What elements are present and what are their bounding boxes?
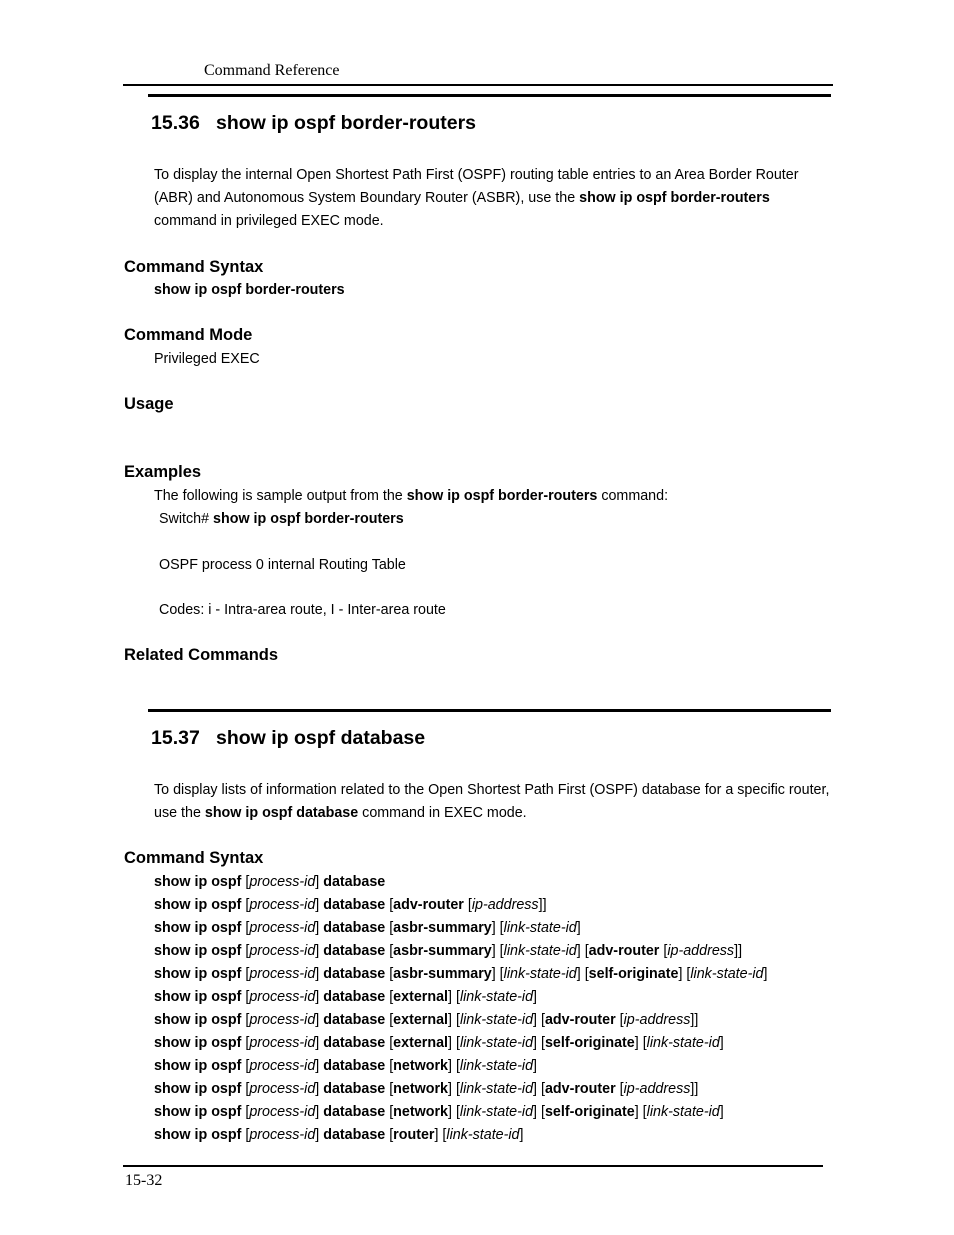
syntax-punctuation: ] [ — [634, 1104, 647, 1120]
syntax-punctuation: [ — [385, 1104, 394, 1120]
section-title-text: show ip ospf database — [216, 727, 426, 749]
syntax-keyword: show ip ospf — [154, 1104, 242, 1120]
intro-text-end: command in privileged EXEC mode. — [154, 213, 384, 229]
syntax-keyword: asbr-summary — [393, 920, 492, 936]
syntax-punctuation: ] — [519, 1127, 524, 1143]
syntax-keyword: network — [393, 1081, 448, 1097]
syntax-keyword: asbr-summary — [393, 966, 492, 982]
syntax-argument: link-state-id — [459, 1058, 534, 1074]
syntax-argument: process-id — [249, 897, 316, 913]
footer-rule — [123, 1165, 823, 1167]
syntax-keyword: asbr-summary — [393, 943, 492, 959]
syntax-argument: process-id — [249, 1104, 316, 1120]
syntax-keyword: show ip ospf — [154, 943, 242, 959]
section-rule — [148, 94, 831, 97]
syntax-punctuation: [ — [385, 1081, 394, 1097]
command-syntax-line — [154, 1035, 724, 1051]
syntax-punctuation: ] [ — [448, 1035, 460, 1051]
syntax-punctuation: ] — [315, 920, 324, 936]
syntax-punctuation: ] — [315, 1012, 324, 1028]
command-syntax-line — [154, 897, 547, 913]
syntax-punctuation: [ — [241, 1012, 250, 1028]
syntax-punctuation: [ — [385, 1058, 394, 1074]
section-rule — [148, 709, 831, 712]
intro-command: show ip ospf database — [204, 805, 359, 821]
syntax-punctuation: ] — [533, 1058, 538, 1074]
command-syntax-line — [154, 989, 537, 1005]
syntax-punctuation: [ — [241, 966, 250, 982]
syntax-punctuation: [ — [241, 1058, 250, 1074]
syntax-argument: process-id — [249, 1081, 316, 1097]
syntax-keyword: external — [393, 1035, 449, 1051]
syntax-punctuation: ] — [763, 966, 768, 982]
intro-text: To display lists of information related to the Open Shortest Path First (OSPF) database for a specific router, use the — [154, 782, 830, 821]
syntax-punctuation: ] — [719, 1035, 724, 1051]
syntax-keyword: database — [323, 943, 386, 959]
syntax-punctuation: ] [ — [533, 1081, 545, 1097]
syntax-punctuation: ] — [719, 1104, 724, 1120]
section-number: 15.36 — [151, 112, 200, 134]
section-title-text: show ip ospf border-routers — [216, 112, 477, 134]
syntax-punctuation: [ — [615, 1012, 624, 1028]
syntax-argument: link-state-id — [503, 943, 577, 959]
example-output-line: Codes: i - Intra-area route, I - Inter-area route — [159, 602, 446, 618]
syntax-keyword: adv-router — [588, 943, 660, 959]
syntax-punctuation: [ — [241, 1081, 250, 1097]
syntax-keyword: self-originate — [588, 966, 679, 982]
syntax-punctuation: ] [ — [448, 1104, 460, 1120]
command-mode: Privileged EXEC — [154, 351, 260, 367]
syntax-keyword: database — [323, 1104, 386, 1120]
syntax-punctuation: [ — [385, 966, 394, 982]
syntax-punctuation: ] [ — [448, 1012, 460, 1028]
syntax-punctuation: [ — [385, 1035, 394, 1051]
syntax-punctuation: [ — [241, 1104, 250, 1120]
syntax-punctuation: [ — [241, 920, 250, 936]
example-intro-text: The following is sample output from the — [154, 488, 407, 504]
syntax-keyword: adv-router — [544, 1012, 616, 1028]
syntax-keyword: database — [323, 989, 386, 1005]
syntax-argument: process-id — [249, 1127, 316, 1143]
command-syntax-line — [154, 1012, 698, 1028]
syntax-keyword: database — [323, 1035, 386, 1051]
syntax-punctuation: ] — [533, 989, 538, 1005]
intro-text-end: command in EXEC mode. — [358, 805, 527, 821]
command-syntax-line — [154, 1127, 524, 1143]
syntax-punctuation: ] [ — [634, 1035, 647, 1051]
syntax-punctuation: ] [ — [448, 1058, 460, 1074]
syntax-punctuation: [ — [241, 1127, 250, 1143]
syntax-punctuation: ]] — [690, 1081, 699, 1097]
section-intro — [154, 779, 834, 825]
syntax-punctuation: ] — [315, 1104, 324, 1120]
command-syntax-heading: Command Syntax — [124, 258, 264, 276]
intro-text: To display the internal Open Shortest Path First (OSPF) routing table entries to an Area Border Router (ABR) and Autonomous System Boundary Router (ASBR), use the — [154, 167, 799, 206]
syntax-punctuation: [ — [241, 897, 250, 913]
syntax-argument: process-id — [249, 943, 316, 959]
syntax-keyword: database — [323, 1058, 386, 1074]
syntax-argument: link-state-id — [690, 966, 764, 982]
syntax-punctuation: ] — [315, 897, 324, 913]
command-syntax-line — [154, 920, 581, 936]
syntax-argument: link-state-id — [503, 920, 577, 936]
syntax-punctuation: ] [ — [533, 1012, 545, 1028]
syntax-punctuation: [ — [241, 1035, 250, 1051]
command-mode-heading: Command Mode — [124, 326, 253, 344]
syntax-argument: ip-address — [471, 897, 539, 913]
syntax-punctuation: ] — [315, 1058, 324, 1074]
syntax-argument: link-state-id — [503, 966, 577, 982]
syntax-keyword: database — [323, 1081, 386, 1097]
syntax-keyword: adv-router — [393, 897, 464, 913]
syntax-punctuation: ] — [315, 1035, 324, 1051]
syntax-argument: process-id — [249, 920, 316, 936]
syntax-keyword: adv-router — [544, 1081, 616, 1097]
syntax-punctuation: ]] — [538, 897, 547, 913]
syntax-punctuation: [ — [241, 874, 250, 890]
syntax-argument: process-id — [249, 1012, 316, 1028]
syntax-keyword: show ip ospf — [154, 920, 242, 936]
syntax-argument: link-state-id — [459, 1104, 534, 1120]
example-command-line — [159, 511, 404, 527]
syntax-argument: link-state-id — [646, 1104, 720, 1120]
examples-heading: Examples — [124, 463, 202, 481]
syntax-argument: link-state-id — [459, 1081, 534, 1097]
syntax-punctuation: [ — [241, 943, 250, 959]
syntax-keyword: self-originate — [544, 1104, 635, 1120]
syntax-keyword: database — [323, 897, 386, 913]
example-command: show ip ospf border-routers — [213, 511, 404, 527]
syntax-keyword: show ip ospf — [154, 989, 242, 1005]
syntax-keyword: network — [393, 1058, 448, 1074]
syntax-punctuation: ] [ — [491, 966, 504, 982]
syntax-keyword: database — [323, 874, 386, 890]
syntax-punctuation: [ — [385, 989, 394, 1005]
syntax-punctuation: [ — [385, 943, 394, 959]
syntax-keyword: network — [393, 1104, 448, 1120]
syntax-punctuation: ] [ — [533, 1035, 545, 1051]
related-commands-heading: Related Commands — [124, 646, 279, 664]
syntax-keyword: database — [323, 966, 386, 982]
syntax-punctuation: ] — [315, 1127, 324, 1143]
intro-command: show ip ospf border-routers — [579, 190, 770, 206]
example-prompt: Switch# — [159, 511, 214, 527]
example-intro — [154, 488, 668, 504]
command-syntax-line — [154, 966, 767, 982]
syntax-keyword: show ip ospf — [154, 874, 242, 890]
command-syntax: show ip ospf border-routers — [154, 282, 345, 298]
command-syntax-line — [154, 1104, 724, 1120]
syntax-argument: process-id — [249, 874, 316, 890]
syntax-keyword: show ip ospf — [154, 1081, 242, 1097]
command-syntax-line — [154, 1058, 537, 1074]
syntax-keyword: database — [323, 920, 386, 936]
syntax-punctuation: ] — [315, 989, 324, 1005]
syntax-punctuation: ] [ — [448, 1081, 460, 1097]
syntax-keyword: show ip ospf — [154, 1127, 242, 1143]
syntax-punctuation: [ — [241, 989, 250, 1005]
section-intro — [154, 164, 834, 233]
syntax-punctuation: [ — [463, 897, 472, 913]
syntax-argument: ip-address — [667, 943, 735, 959]
command-syntax-line — [154, 874, 385, 890]
example-intro-end: command: — [597, 488, 669, 504]
command-syntax-line — [154, 1081, 698, 1097]
section-title — [151, 112, 476, 135]
syntax-argument: process-id — [249, 966, 316, 982]
running-header: Command Reference — [204, 62, 340, 79]
example-output-line: OSPF process 0 internal Routing Table — [159, 557, 406, 573]
syntax-keyword: external — [393, 1012, 449, 1028]
syntax-punctuation: ] [ — [576, 943, 589, 959]
syntax-punctuation: ] [ — [434, 1127, 447, 1143]
example-intro-command: show ip ospf border-routers — [406, 488, 598, 504]
syntax-argument: link-state-id — [459, 1035, 534, 1051]
section-number: 15.37 — [151, 727, 200, 749]
syntax-argument: link-state-id — [646, 1035, 720, 1051]
syntax-argument: link-state-id — [459, 989, 534, 1005]
syntax-keyword: external — [393, 989, 449, 1005]
syntax-keyword: show ip ospf — [154, 897, 242, 913]
syntax-argument: process-id — [249, 989, 316, 1005]
syntax-punctuation: [ — [385, 920, 394, 936]
syntax-keyword: show ip ospf — [154, 966, 242, 982]
syntax-punctuation: ]] — [734, 943, 743, 959]
usage-heading: Usage — [124, 395, 174, 413]
syntax-keyword: database — [323, 1012, 386, 1028]
syntax-argument: process-id — [249, 1035, 316, 1051]
syntax-punctuation: ] — [315, 943, 324, 959]
syntax-punctuation: ] [ — [491, 920, 504, 936]
syntax-keyword: self-originate — [544, 1035, 635, 1051]
syntax-keyword: show ip ospf — [154, 1012, 242, 1028]
syntax-keyword: router — [393, 1127, 435, 1143]
syntax-punctuation: ] [ — [576, 966, 589, 982]
header-rule — [123, 84, 833, 86]
syntax-argument: link-state-id — [459, 1012, 534, 1028]
syntax-punctuation: [ — [385, 1127, 394, 1143]
syntax-argument: ip-address — [623, 1012, 691, 1028]
command-syntax-heading: Command Syntax — [124, 849, 264, 867]
syntax-keyword: database — [323, 1127, 386, 1143]
syntax-punctuation: [ — [385, 897, 394, 913]
syntax-punctuation: ] [ — [448, 989, 460, 1005]
syntax-punctuation: ]] — [690, 1012, 699, 1028]
syntax-argument: ip-address — [623, 1081, 691, 1097]
syntax-argument: process-id — [249, 1058, 316, 1074]
syntax-keyword: show ip ospf — [154, 1058, 242, 1074]
syntax-punctuation: [ — [385, 1012, 394, 1028]
syntax-punctuation: ] — [315, 966, 324, 982]
page-number: 15-32 — [125, 1172, 163, 1189]
syntax-punctuation: [ — [615, 1081, 624, 1097]
syntax-punctuation: ] — [576, 920, 581, 936]
syntax-punctuation: [ — [659, 943, 668, 959]
syntax-keyword: show ip ospf — [154, 1035, 242, 1051]
syntax-punctuation: ] [ — [491, 943, 504, 959]
command-syntax-line — [154, 943, 742, 959]
syntax-punctuation: ] — [315, 874, 324, 890]
section-title — [151, 727, 425, 750]
syntax-punctuation: ] [ — [678, 966, 691, 982]
syntax-punctuation: ] [ — [533, 1104, 545, 1120]
syntax-argument: link-state-id — [446, 1127, 520, 1143]
syntax-punctuation: ] — [315, 1081, 324, 1097]
